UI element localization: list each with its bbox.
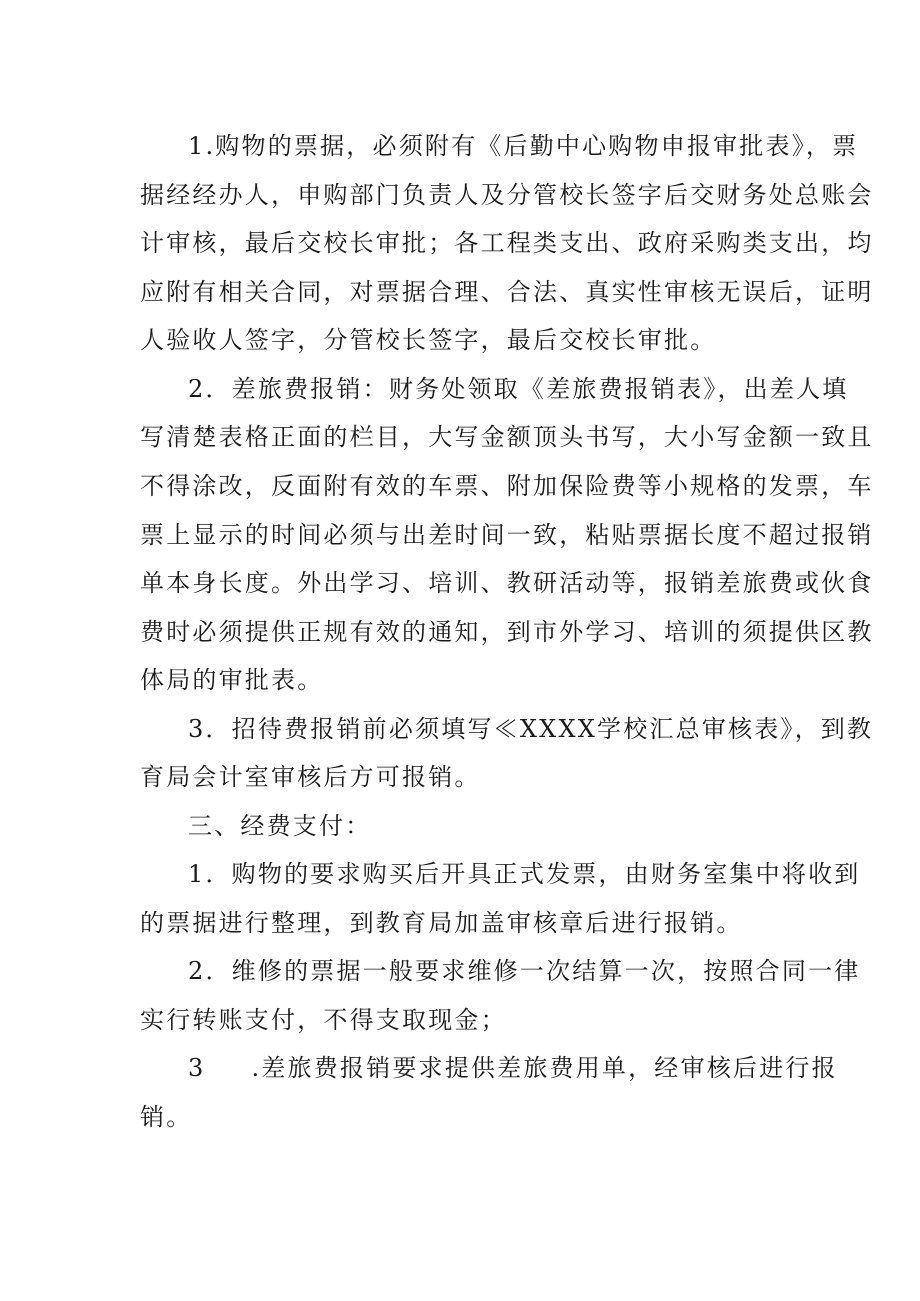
paragraph-line: 单本身长度。外出学习、培训、教研活动等，报销差旅费或伙食 — [140, 569, 874, 597]
paragraph-line: 1．购物的要求购买后开具正式发票，由财务室集中将收到 — [188, 860, 861, 888]
paragraph-line: 不得涂改，反面附有效的车票、附加保险费等小规格的发票，车 — [140, 472, 874, 500]
paragraph-line: 的票据进行整理，到教育局加盖审核章后进行报销。 — [140, 909, 743, 937]
item-number: 3 — [188, 1054, 206, 1082]
paragraph-line: 人验收人签字，分管校长签字，最后交校长审批。 — [140, 326, 717, 354]
paragraph-line — [188, 1053, 838, 1083]
item-text: .差旅费报销要求提供差旅费用单，经审核后进行报 — [251, 1054, 838, 1082]
section-heading: 三、经费支付： — [188, 812, 372, 840]
paragraph-line: 1.购物的票据，必须附有《后勤中心购物申报审批表》，票 — [188, 132, 859, 160]
paragraph-line: 体局的审批表。 — [140, 666, 324, 694]
paragraph-line: 2．差旅费报销：财务处领取《差旅费报销表》，出差人填 — [188, 375, 849, 403]
paragraph-line: 应附有相关合同，对票据合理、合法、真实性审核无误后，证明 — [140, 278, 874, 306]
paragraph-line: 据经经办人，申购部门负责人及分管校长签字后交财务处总账会 — [140, 181, 874, 209]
paragraph-line: 计审核，最后交校长审批；各工程类支出、政府采购类支出，均 — [140, 229, 874, 257]
paragraph-line: 育局会计室审核后方可报销。 — [140, 763, 481, 791]
paragraph-line: 票上显示的时间必须与出差时间一致，粘贴票据长度不超过报销 — [140, 521, 874, 549]
paragraph-line: 费时必须提供正规有效的通知，到市外学习、培训的须提供区教 — [140, 618, 874, 646]
paragraph-line: 2．维修的票据一般要求维修一次结算一次，按照合同一律 — [188, 957, 861, 985]
paragraph-line: 3．招待费报销前必须填写≪XXXX学校汇总审核表》，到教 — [188, 715, 874, 743]
paragraph-line: 实行转账支付，不得支取现金； — [140, 1006, 507, 1034]
paragraph-line: 销。 — [140, 1103, 193, 1131]
paragraph-line: 写清楚表格正面的栏目，大写金额顶头书写，大小写金额一致且 — [140, 423, 874, 451]
